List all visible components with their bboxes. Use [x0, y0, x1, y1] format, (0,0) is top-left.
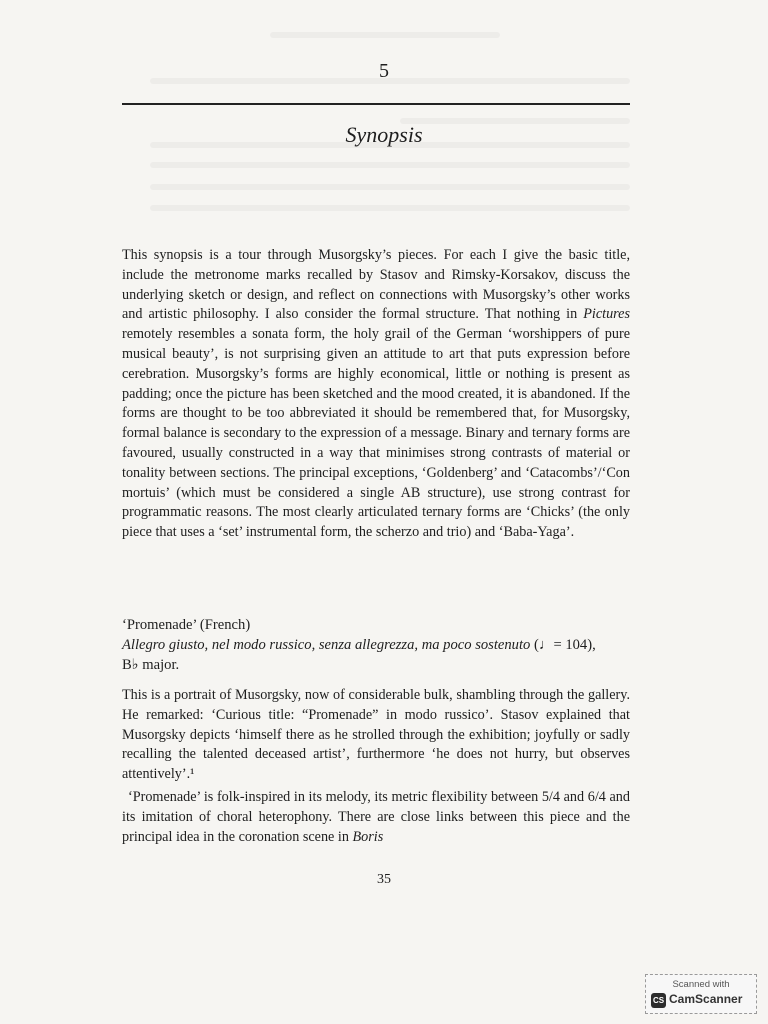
page-number: 35 — [377, 872, 391, 887]
intro-text-part2: remotely resembles a sonata form, the holy grail of the German ‘worshippers of pure musical beauty’, is not surprising given an attitude to art that puts expression before cerebration. Musorgsky’s forms are highly economical, little or nothing is present as padding; once the picture has been sketched and the mood created, it is abandoned. If the forms are thought to be too abbreviated it should be remembered that, for Musorgsky, formal balance is secondary to the expression of a message. Binary and ternary forms are favoured, usually constructed in a way that minimises strong contrasts of material or tonality between sections. The principal exceptions, ‘Goldenberg’ and ‘Catacombs’/‘Con mortuis’ (which must be considered a single AB structure), use strong contrast for programmatic reasons. The most clearly articulated ternary forms are ‘Chicks’ (the only piece that uses a ‘set’ instrumental form, the scherzo and trio) and ‘Baba-Yaga’. — [122, 326, 630, 541]
paragraph-2-italic: Boris — [352, 828, 384, 845]
promenade-heading-block — [122, 615, 630, 675]
chapter-number: 5 — [379, 60, 389, 82]
intro-italic-title: Pictures — [583, 306, 630, 323]
camscanner-logo-icon: CS — [651, 993, 666, 1008]
chapter-title: Synopsis — [345, 122, 423, 147]
metronome-mark: (♩= 104), — [534, 637, 596, 653]
intro-text-part1: This synopsis is a tour through Musorgsky’s pieces. For each I give the basic title, include the metronome marks recalled by Stasov and Rimsky-Korsakov, discuss the underlying sketch or design, and reflect on connections with Musorgsky’s other works and artistic philosophy. I also consider the formal structure. That nothing in — [122, 247, 630, 323]
watermark-brand: CamScanner — [669, 992, 743, 1006]
camscanner-watermark — [645, 974, 757, 1014]
tempo-marking — [122, 635, 630, 655]
show-through-line — [150, 184, 630, 190]
watermark-caption: Scanned with — [672, 979, 730, 990]
show-through-line — [150, 205, 630, 211]
show-through-line — [150, 162, 630, 168]
chapter-rule — [122, 103, 630, 105]
section-heading: ‘Promenade’ (French) — [122, 617, 251, 633]
promenade-paragraph-1: This is a portrait of Musorgsky, now of considerable bulk, shambling through the gallery. He remarked: ‘Curious title: “Promenade” in modo russico’. Stasov explained that Musorgsky depicts ‘himself there as he strolled through the exhibition; joyfully or sadly recalling the talented deceased artist’, furthermore ‘he does not hurry, but observes attentively’.¹ — [122, 687, 630, 783]
key-signature: B♭ major. — [122, 657, 180, 673]
tempo-text: Allegro giusto, nel modo russico, senza allegrezza, ma poco sostenuto — [122, 637, 531, 653]
show-through-header — [270, 32, 500, 38]
intro-paragraph — [122, 246, 630, 543]
paragraph-2-text: ‘Promenade’ is folk-inspired in its melody, its metric flexibility between 5/4 and 6/4 and its imitation of choral heterophony. There are close links between this piece and the principal idea in the coronation scene in — [122, 789, 630, 845]
promenade-paragraph-2 — [122, 788, 630, 847]
